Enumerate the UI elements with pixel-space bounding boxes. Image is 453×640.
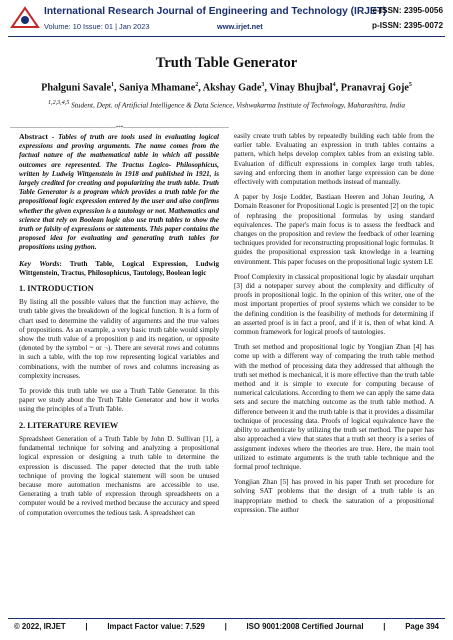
abstract-label: Abstract - <box>19 132 59 141</box>
journal-name: International Research Journal of Engineering and Technology (IRJET) <box>44 6 387 17</box>
iso-certification: ISO 9001:2008 Certified Journal <box>246 622 364 631</box>
review-paragraph-3: A paper by Josje Lodder, Bastiaan Heeren and Johan Jeuring, A Domain Reasoner for Propositional Logic is presented [2] on the topic of rephrasing the propositional formulas by using standard equivalences. The paper's main focus is to assess the feedback and changes on the proposition and review the feedback of other learning techniques provided for reconstructing propositional logic formulas. It guides the propositional expression task knowledge in a learning environment. This paper focuses on the propositional logic system LE <box>234 193 434 266</box>
p-issn: p-ISSN: 2395-0072 <box>372 21 443 30</box>
paper-title: Truth Table Generator <box>155 55 298 71</box>
author-sup: 2 <box>195 82 199 88</box>
affiliation-text: Student, Dept. of Artificial Intelligence & Data Science, Vishwakarma Institute of Technology, Maharashtra, India <box>69 100 405 110</box>
keywords-text: : Truth Table, Logical Expression, Ludwig Wittgenstein, Tractus, Philosophicus, Tautology, Boolean logic <box>19 259 220 277</box>
section-divider: ---------------------------------------------------------------------***--------------------------------------------------------------------- <box>10 125 229 131</box>
header-rule <box>8 36 445 37</box>
left-column <box>19 132 219 524</box>
affiliation <box>30 99 423 109</box>
author: Akshay Gade <box>202 82 262 94</box>
abstract-text: Tables of truth are tools used in evaluating logical expressions and proving arguments. The name comes from the factual nature of the mathematical table in which all possible outcomes are represented. The Tractus Logico- Philosophicus, written by Ludwig Wittgenstein in 1918 and published in 1921, is largely credited for creating and popularizing the truth table. Truth Table Generator is a program which provides a truth table for the propositional logic expression entered by the user and also confirms whether the given expression is a tautology or not. Mathematics and science that rely on Boolean logic also use truth tables to show the truth or falsity of expressions or statements. This paper contains the proposed idea for evaluating and generating truth tables for propositions using python. <box>19 133 219 252</box>
author-sup: 5 <box>408 82 412 88</box>
impact-factor: Impact Factor value: 7.529 <box>107 622 205 631</box>
author-sup: 4 <box>332 82 336 88</box>
author-sep: , <box>264 82 270 94</box>
author: Saniya Mhamane <box>119 82 196 94</box>
copyright: © 2022, IRJET <box>14 622 66 631</box>
intro-paragraph-2: To provide this truth table we use a Truth Table Generator. In this paper we study about the Truth Table Generator and how it works using the principles of a Truth Table. <box>19 387 219 414</box>
intro-heading: 1. INTRODUCTION <box>19 284 94 294</box>
page-number: Page 394 <box>405 622 439 631</box>
e-issn: e-ISSN: 2395-0056 <box>372 6 443 15</box>
author-sep: , <box>335 82 341 94</box>
review-paragraph-1: Spreadsheet Generation of a Truth Table by John D. Sullivan [1], a fundamental technique for solving and analyzing a propositional logical expression or designing a truth table to determine the expression is discussed. The paper detected that the truth table technique of proving the logical statement will soon be unused because more automation mechanisms are accessible to use. Generating a truth table of expression through spreadsheets on a computer would be a revived method because the accuracy and speed of computation overcomes the tedious task. A spreadsheet can <box>19 434 219 517</box>
journal-website[interactable]: www.irjet.net <box>217 22 263 31</box>
review-paragraph-6: Yongjian Zhan [5] has proved in his paper Truth set procedure for solving SAT problems that the design of a truth table is an inappropriate method to check the saturation of a propositional expression. The author <box>234 478 434 514</box>
footer-rule <box>8 618 445 619</box>
review-paragraph-2: easily create truth tables by repeatedly building each table from the earlier table. Evaluating an expression in truth tables contains a pattern, which helps develop complex tables from an existing table. Evaluation of difficult expressions in complex large truth tables, saving and enforcing them in another large expression can be done effectively with computation methods instead of manually. <box>234 132 434 187</box>
author-list <box>0 82 453 93</box>
right-column <box>234 132 434 521</box>
abstract <box>19 132 219 253</box>
volume-issue: Volume: 10 Issue: 01 | Jan 2023 <box>44 22 150 31</box>
intro-paragraph-1: By listing all the possible values that the function may achieve, the truth table gives the breakdown of the logical function. It is a form of chart used to determine the validity of arguments and the true values of propositions. As an example, a very basic truth table would simply show the truth value of a proposition p and its negation, or opposite (denoted by the symbol ~ or ¬). There are several rows and columns in such a table, with the top row representing logical variables and combinations, with the number of rows and columns increasing as complexity increases. <box>19 298 219 380</box>
review-paragraph-4: Proof Complexity in classical propositional logic by alasdair urquhart [3] did a notepaper survey about the complexity and difficulty of proofs in propositional logic. In the opinion of this writer, one of the most important properties of proof systems which we consider to be the defining condition is the feasibility of methods for determining if an asserted proof is in fact a proof, and if it is, then of what kind. A common framework for logical proofs of tautologies. <box>234 272 434 337</box>
footer-separator: | <box>383 622 386 631</box>
journal-footer <box>14 622 439 631</box>
review-paragraph-5: Truth set method and propositional logic by Yongjian Zhan [4] has come up with a different way of comparing the truth table method with the method of processing data they addressed that although the truth set method is mechanical, it is more effective than the truth table method and it is simple to execute for computing because of numerical calculations. According to them we can apply the same data sets and secure the matching outcome as the truth table method. A difference between it and the truth table is that it provides a dissimilar technique of processing data. Proofs of logical equivalence have the ability to authenticate by utilizing the truth set method. The paper has also approached a view that states that a truth set theory is a series of assignment indexes where the theories are true. Here, the main tool utilized to estimate arguments is the truth table technique and the formal proof technique. <box>234 343 434 471</box>
review-heading: 2. LITERATURE REVIEW <box>19 420 119 430</box>
author: Vinay Bhujbal <box>269 82 333 94</box>
author-sup: 3 <box>261 82 265 88</box>
author-sep: , <box>114 82 120 94</box>
footer-separator: | <box>85 622 88 631</box>
journal-header <box>0 0 453 36</box>
author-sup: 1 <box>111 82 115 88</box>
keywords <box>19 259 219 278</box>
keywords-label: Key Words <box>19 258 60 268</box>
author: Phalguni Savale <box>41 82 112 94</box>
author: Pranavraj Goje <box>340 82 409 94</box>
affiliation-sup: 1,2,3,4,5 <box>48 100 70 106</box>
author-sep: , <box>198 82 203 94</box>
irjet-logo <box>10 5 40 31</box>
footer-separator: | <box>224 622 227 631</box>
